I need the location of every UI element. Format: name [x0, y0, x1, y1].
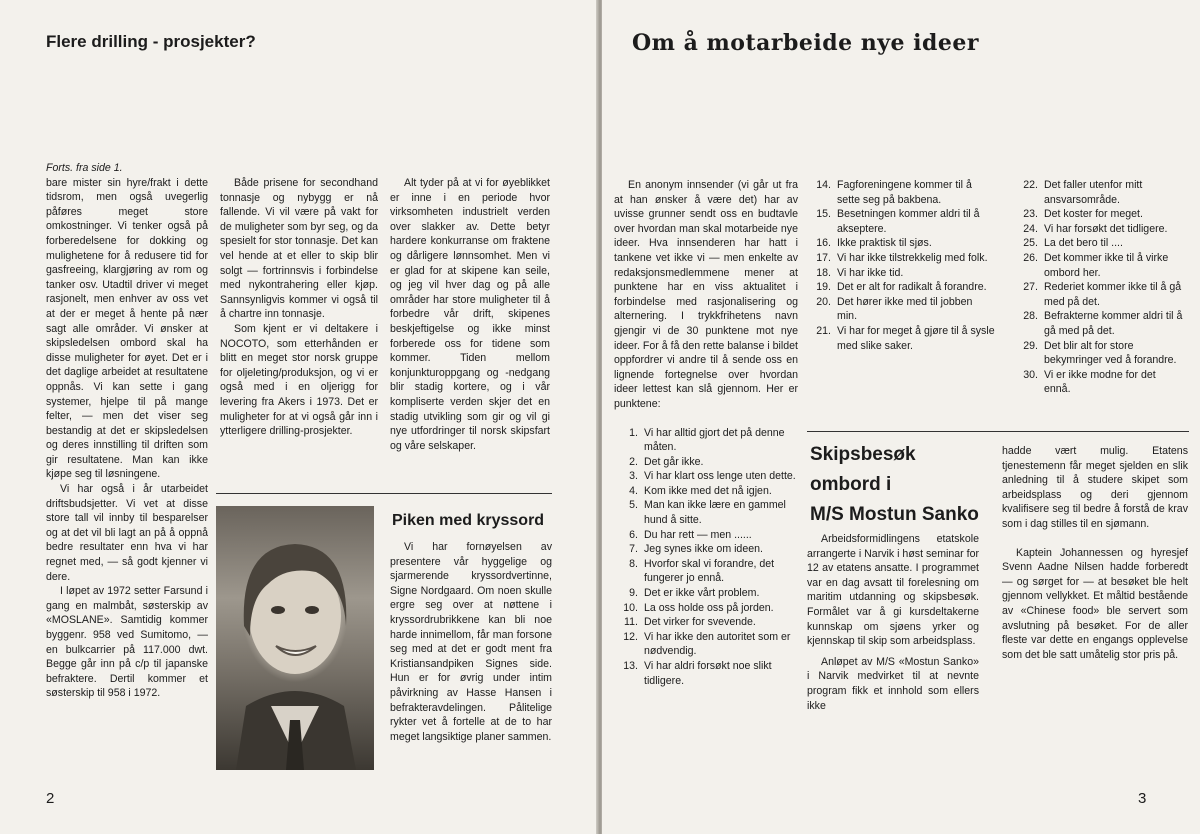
continued-note: Forts. fra side 1. — [46, 162, 123, 174]
point-number: 18. — [816, 266, 831, 279]
skips-col-1 — [807, 532, 979, 713]
paragraph: Vi har også i år utarbeidet driftsbudsjetter. Vi vet at disse store tall vil innby til besparelser og at det vil bli lagt an på å oppnå bedre resultater enn hva vi har regnet med, — så godt kjenner vi dere. — [46, 483, 208, 583]
points-column-b — [807, 178, 995, 353]
point-number: 24. — [1023, 222, 1038, 235]
point-item — [807, 266, 995, 281]
point-number: 1. — [629, 426, 638, 439]
skips-title — [810, 440, 979, 530]
point-number: 10. — [623, 601, 638, 614]
paragraph: Som kjent er vi deltakere i NOCOTO, som etterhånden er blitt en meget stor norsk gruppe for oljeleting/produksjon, og vi er også med i en oljerigg for levering fra Akers i 1973. Det er muligheter for at vi også går inn i ytterligere drilling-prosjekter. — [220, 322, 378, 438]
point-item — [1014, 207, 1184, 222]
point-number: 19. — [816, 281, 831, 294]
point-item — [614, 557, 798, 586]
point-text: Det hører ikke med til jobben min. — [837, 295, 973, 323]
point-item — [614, 659, 798, 688]
point-text: Vi har forsøkt det tidligere. — [1044, 222, 1168, 235]
point-text: Det kommer ikke til å virke ombord her. — [1044, 251, 1169, 279]
skips-col-2 — [1002, 444, 1188, 662]
point-text: Det er alt for radikalt å forandre. — [837, 281, 987, 294]
piken-body — [390, 540, 552, 744]
point-text: Det er ikke vårt problem. — [644, 587, 760, 600]
point-number: 21. — [816, 324, 831, 337]
point-item — [614, 469, 798, 484]
point-number: 17. — [816, 251, 831, 264]
point-item — [614, 615, 798, 630]
point-item — [1014, 236, 1184, 251]
paragraph: Arbeidsformidlingens etatskole arrangerte i Narvik i høst seminar for 12 av etatens ansatte. I programmet var en dag avsatt til forelesning om maritim utdanning og skipsbesøk. Formålet var å gi kursdeltakerne kunnskap om sjøens yrker og kjennskap til skip som arbeidsplass. — [807, 533, 979, 648]
point-number: 4. — [629, 484, 638, 497]
point-item — [807, 207, 995, 236]
point-number: 13. — [623, 660, 638, 672]
left-col-2 — [220, 176, 378, 439]
point-item — [614, 498, 798, 527]
point-number: 23. — [1023, 208, 1038, 221]
right-page-title: Om å motarbeide nye ideer — [632, 30, 980, 56]
paragraph: Kaptein Johannessen og hyresjef Svenn Aadne Nilsen hadde forberedt — og sørget for — at besøket ble helt gjennom vellykket. Et måltid bestående av «Chinese food» ble servert som avslutning på besøket. For de aller fleste var dette en engangs opplevelse som det ble satt umåtelig stor pris på. — [1002, 546, 1188, 661]
paragraph: bare mister sin hyre/frakt i dette tidsrom, men også uvegerlig påføres meget store omkostninger. Vi tenker også på forberedelsene for dokking og mulighetene for å redusere tid for gasfreeing, klargjøring av rom og tanker osv. Utadtil driver vi meget rasjonelt, men enhver av oss vet at der er meget å hente på nær sagt alle områder. Vi ønsker at skipsledelsen ombord skal ha disse muligheter for øyet. Det er i det daglige arbeidet at resultatene oppnås. Vi kan sette i gang systemer, hjelpe til på mange felter, — men det viser seg bestandig at det er skipsledelsen og deres innstilling til driften som gir resultatene. Man kan ikke kjøpe seg til løsningene. — [46, 176, 208, 481]
point-item — [614, 586, 798, 601]
skips-title-line: Skipsbesøk — [810, 444, 916, 465]
intro-paragraph: En anonym innsender (vi går ut fra at han ønsker å være det) har av uvisse grunner sendt oss en budtavle over hvordan man skal motarbeide nye ideer. Hva innsenderen har hatt i tankene vet ikke vi — men enkelte av redaksjonsmedlemmene mener at punktene har en viss aktualitet i forbindelse med rasjonalisering og alternering. I trykkfrihetens navn gjengir vi de 30 punktene mot nye ideer. For å få den rette balanse i bildet oppfordrer vi andre til å sende oss en lignende fortegnelse over hvordan ideer lettest kan slå gjennom. Her er punktene: — [614, 179, 798, 410]
point-item — [1014, 339, 1184, 368]
point-number: 3. — [629, 470, 638, 483]
point-text: Ikke praktisk til sjøs. — [837, 237, 932, 250]
paragraph: Anløpet av M/S «Mostun Sanko» i Narvik medvirket til at nevnte program fikk et innhold som ellers ikke — [807, 655, 979, 712]
point-item — [614, 601, 798, 616]
paragraph: Alt tyder på at vi for øyeblikket er inne i en periode hvor virksomheten industrielt verden over slakker av. Dette betyr hardere konkurranse om fraktene og dårligere lønnsomhet. Men vi er glad for at skipene kan seile, og jeg vil hver dag og på alle områder har store muligheter til å forbedre vår drift, skipenes beskjeftigelse og ikke minst forberede oss for tidene som kommer. Tiden mellom konjunkturoppgang og -nedgang blir stadig kortere, og i vår kompliserte verden skjer det en stadig utvikling som gir og vil gi nye utfordringer til norsk skipsfart og våre selskaper. — [390, 177, 550, 452]
point-item — [807, 280, 995, 295]
point-text: Vi har aldri forsøkt noe slikt tidligere. — [644, 660, 772, 687]
point-number: 12. — [623, 630, 638, 643]
left-col-3 — [390, 176, 550, 453]
point-number: 2. — [629, 455, 638, 468]
point-text: Man kan ikke lære en gammel hund å sitte. — [644, 499, 786, 527]
point-item — [1014, 222, 1184, 237]
point-text: Vi har ikke den autoritet som er nødvendig. — [644, 630, 791, 658]
point-item — [1014, 251, 1184, 280]
point-item — [614, 630, 798, 659]
point-text: Befrakterne kommer aldri til å gå med på det. — [1044, 310, 1183, 337]
skips-title-line: ombord i — [810, 474, 892, 495]
point-text: Rederiet kommer ikke til å gå med på det. — [1044, 281, 1182, 308]
piken-title: Piken med kryssord — [392, 512, 545, 529]
point-item — [614, 455, 798, 470]
point-number: 11. — [624, 616, 638, 629]
section-divider — [216, 493, 552, 494]
point-number: 7. — [629, 543, 638, 556]
point-item — [1014, 178, 1184, 207]
point-number: 30. — [1023, 368, 1038, 381]
point-number: 6. — [629, 528, 638, 541]
skips-title-line: M/S Mostun Sanko — [810, 504, 979, 525]
left-col-1 — [46, 161, 208, 701]
point-item — [1014, 280, 1184, 309]
points-list-b — [807, 178, 995, 353]
point-item — [807, 295, 995, 324]
point-item — [614, 528, 798, 543]
section-divider — [807, 431, 1189, 432]
point-number: 25. — [1023, 237, 1038, 250]
point-number: 22. — [1023, 179, 1038, 191]
point-number: 20. — [816, 295, 831, 308]
point-number: 27. — [1023, 281, 1038, 294]
paragraph: hadde vært mulig. Etatens tjenestemenn får meget sjelden en slik anledning til å studere skipet som arbeidsplass og deri gjennom kvalifisere seg til bedre å forstå de krav som i dag stilles til en sjømann. — [1002, 445, 1188, 530]
point-text: Det blir alt for store bekymringer ved å forandre. — [1044, 339, 1177, 367]
point-text: Fagforeningene kommer til å sette seg på bakbena. — [837, 179, 972, 206]
point-text: Besetningen kommer aldri til å akseptere. — [837, 208, 980, 235]
paragraph: I løpet av 1972 setter Farsund i gang en malmbåt, søsterskip av «MOSLANE». Samtidig kommer byggenr. 958 ved Sumitomo, — en bulkcarrier på 117.000 dwt. Begge går inn på c/p til japanske befraktere. Dertil kommer et søsterskip til 958 i 1972. — [46, 585, 208, 700]
point-number: 8. — [629, 557, 638, 570]
intro-column — [614, 178, 798, 688]
point-text: Vi er ikke modne for det ennå. — [1044, 368, 1156, 396]
left-page-title: Flere drilling - prosjekter? — [46, 32, 256, 51]
point-number: 28. — [1023, 310, 1038, 323]
point-number: 15. — [816, 208, 831, 221]
point-text: Kom ikke med det nå igjen. — [644, 484, 772, 497]
point-item — [1014, 309, 1184, 338]
paragraph: Vi har fornøyelsen av presentere vår hyggelige og sjarmerende kryssordvertinne, Signe Nordgaard. Om noen skulle ergre seg over at nøttene i kryssordrubrikkene kan bli noe harde innimellom, får man forsone seg med at det er godt ment fra Kristiansandpiken Signes side. Hun er for øvrig under intim påvirkning av Hasse Hansen i befrakteravdelingen. Pålitelige rykter vet å fortelle at de to har meget langsiktige planer sammen. — [390, 541, 552, 743]
point-item — [807, 178, 995, 207]
point-text: Vi har ikke tilstrekkelig med folk. — [837, 251, 988, 264]
point-number: 26. — [1023, 251, 1038, 264]
point-number: 16. — [816, 237, 831, 250]
point-item — [807, 324, 995, 353]
point-number: 9. — [629, 587, 638, 600]
point-text: Det virker for svevende. — [644, 616, 756, 629]
point-item — [807, 236, 995, 251]
point-item — [614, 542, 798, 557]
point-text: La det bero til .... — [1044, 237, 1123, 250]
point-text: Vi har ikke tid. — [837, 266, 904, 279]
portrait-photo — [216, 506, 374, 770]
portrait-illustration — [216, 506, 374, 770]
point-text: Du har rett — men ...... — [644, 528, 752, 541]
point-text: Vi har for meget å gjøre til å sysle med slike saker. — [837, 324, 995, 352]
point-text: Vi har alltid gjort det på denne måten. — [644, 426, 785, 454]
paragraph: Både prisene for secondhand tonnasje og nybygg er nå fallende. Vi vil være på vakt for de muligheter som byr seg, og da spesielt for stor tonnasje. Det kan vel hende at et eller to skip blir solgt — fortrinnsvis i forbindelse med nykontrahering eller kjøp. Sannsynligvis kommer vi også til å chartre inn tonnasje. — [220, 177, 378, 321]
point-item — [614, 484, 798, 499]
point-text: Det faller utenfor mitt ansvarsområde. — [1044, 179, 1143, 206]
left-page — [0, 0, 598, 834]
right-page — [602, 0, 1200, 834]
points-list-c — [1014, 178, 1184, 397]
point-text: Vi har klart oss lenge uten dette. — [644, 470, 796, 483]
point-text: Det går ikke. — [644, 455, 704, 468]
point-item — [614, 426, 798, 455]
point-text: Det koster for meget. — [1044, 208, 1143, 221]
points-column-c — [1014, 178, 1184, 397]
page-number: 3 — [1138, 790, 1147, 807]
point-number: 29. — [1023, 339, 1038, 352]
points-list-a — [614, 426, 798, 689]
point-number: 5. — [629, 499, 638, 512]
point-item — [807, 251, 995, 266]
page-number: 2 — [46, 790, 55, 807]
point-item — [1014, 368, 1184, 397]
point-text: La oss holde oss på jorden. — [644, 601, 774, 614]
point-text: Jeg synes ikke om ideen. — [644, 543, 763, 556]
point-text: Hvorfor skal vi forandre, det fungerer jo ennå. — [644, 557, 775, 585]
point-number: 14. — [816, 179, 831, 191]
